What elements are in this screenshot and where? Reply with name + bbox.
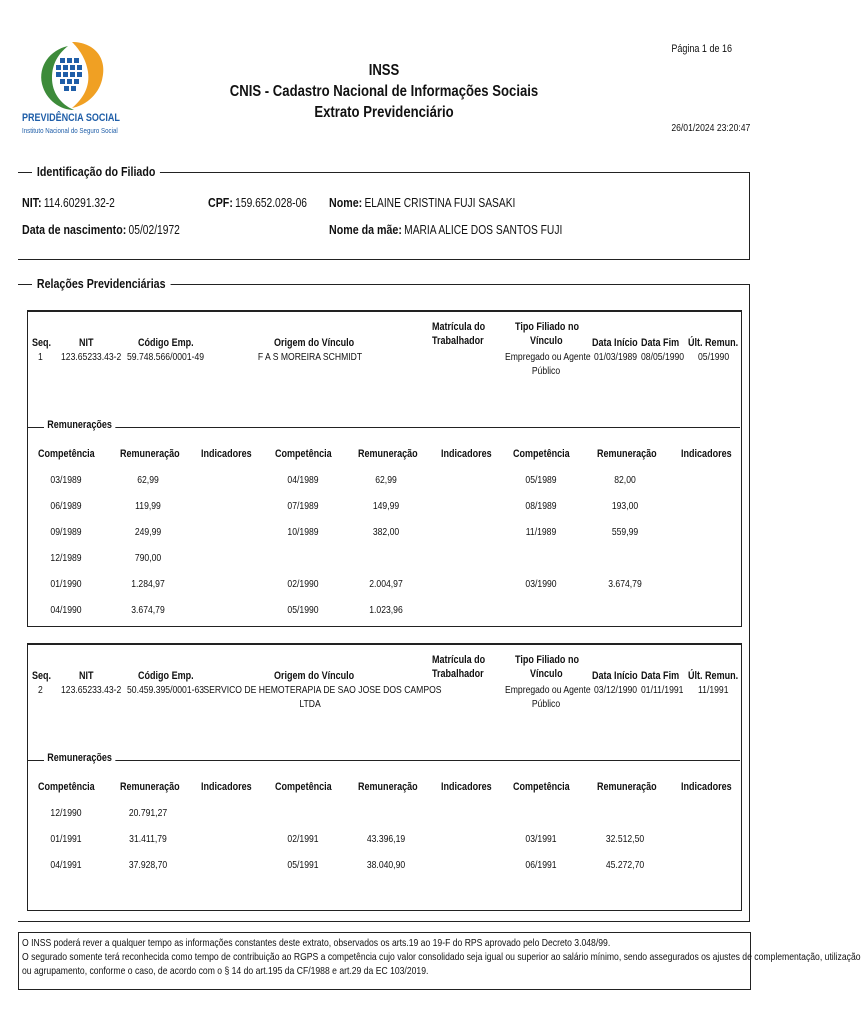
rem-divider bbox=[28, 427, 740, 428]
rem-valor: 1.023,96 bbox=[369, 604, 403, 616]
rem-header-competencia: Competência bbox=[275, 448, 332, 460]
filiado-legend: Identificação do Filiado bbox=[32, 164, 160, 179]
header-origem: Origem do Vínculo bbox=[274, 337, 355, 349]
vinculo-nit: 123.65233.43-2 bbox=[61, 684, 122, 696]
cpf-label: CPF: bbox=[208, 195, 233, 210]
vinculo-seq: 2 bbox=[38, 684, 43, 696]
rem-valor: 119,99 bbox=[135, 500, 161, 512]
vinculo-origem: SERVICO DE HEMOTERAPIA DE SAO JOSE DOS CAMPOS bbox=[203, 684, 442, 696]
document-title bbox=[0, 60, 768, 123]
footer-line-1: O INSS poderá rever a qualquer tempo as informações constantes deste extrato, observados os arts.19 ao 19-F do RPS aprovado pelo Decreto 3.048/99. bbox=[22, 937, 611, 949]
rem-header-indicadores: Indicadores bbox=[681, 781, 732, 793]
rem-valor: 1.284,97 bbox=[131, 578, 165, 590]
rem-valor: 43.396,19 bbox=[366, 833, 406, 845]
rem-competencia: 04/1991 bbox=[50, 859, 82, 871]
vinculo-origem-2: LTDA bbox=[299, 698, 321, 710]
title-cnis: CNIS - Cadastro Nacional de Informações Sociais bbox=[229, 83, 539, 100]
rem-header-indicadores: Indicadores bbox=[201, 781, 252, 793]
rem-competencia: 04/1990 bbox=[50, 604, 82, 616]
header-matricula: Matrícula do bbox=[432, 321, 486, 333]
rem-competencia: 06/1989 bbox=[50, 500, 82, 512]
rem-competencia: 11/1989 bbox=[525, 526, 557, 538]
nascimento-value: 05/02/1972 bbox=[128, 223, 180, 237]
header-data-inicio: Data Início bbox=[592, 670, 638, 682]
footer-line-2: O segurado somente terá reconhecida como tempo de contribuição ao RGPS a competência cujo valor consolidado seja igual ou superior ao salário mínimo, sendo assegurados os ajustes de complementação, utilização bbox=[22, 951, 861, 963]
header-tipo: Tipo Filiado no bbox=[515, 321, 579, 333]
vinculo-ult: 11/1991 bbox=[698, 684, 729, 696]
header-data-fim: Data Fim bbox=[641, 337, 680, 349]
vinculo-seq: 1 bbox=[38, 351, 43, 363]
rem-legend: Remunerações bbox=[44, 419, 115, 431]
rem-valor: 193,00 bbox=[611, 500, 639, 512]
header-data-inicio: Data Início bbox=[592, 337, 638, 349]
rem-header-indicadores: Indicadores bbox=[441, 448, 492, 460]
vinculo-tipo-2: Público bbox=[531, 698, 561, 710]
rem-valor: 790,00 bbox=[134, 552, 162, 564]
vinculo-origem: F A S MOREIRA SCHMIDT bbox=[257, 351, 363, 363]
header-ult-remun: Últ. Remun. bbox=[688, 670, 739, 682]
rem-competencia: 04/1989 bbox=[287, 474, 319, 486]
vinculo-fim: 01/11/1991 bbox=[641, 684, 684, 696]
title-inss: INSS bbox=[368, 62, 400, 79]
rem-header-remuneracao: Remuneração bbox=[597, 448, 657, 460]
mae-value: MARIA ALICE DOS SANTOS FUJI bbox=[404, 223, 563, 237]
rem-header-indicadores: Indicadores bbox=[681, 448, 732, 460]
rem-competencia: 06/1991 bbox=[525, 859, 557, 871]
rem-valor: 38.040,90 bbox=[366, 859, 406, 871]
rem-valor: 31.411,79 bbox=[129, 833, 167, 845]
nit-row bbox=[22, 195, 115, 210]
nascimento-row bbox=[22, 222, 180, 237]
header-matricula-2: Trabalhador bbox=[432, 335, 484, 347]
mae-label: Nome da mãe: bbox=[329, 222, 402, 237]
logo-text: PREVIDÊNCIA SOCIAL bbox=[22, 112, 120, 124]
rem-header-competencia: Competência bbox=[275, 781, 332, 793]
nome-row bbox=[329, 195, 515, 210]
cpf-value: 159.652.028-06 bbox=[235, 196, 307, 210]
header-seq: Seq. bbox=[32, 337, 52, 349]
rem-header-competencia: Competência bbox=[513, 781, 570, 793]
rem-valor: 249,99 bbox=[134, 526, 162, 538]
rem-header-remuneracao: Remuneração bbox=[120, 781, 180, 793]
nit-label: NIT: bbox=[22, 195, 42, 210]
vinculo-tipo: Empregado ou Agente bbox=[505, 684, 591, 696]
rem-valor: 559,99 bbox=[611, 526, 639, 538]
rem-competencia: 03/1989 bbox=[50, 474, 82, 486]
logo-subtext: Instituto Nacional do Seguro Social bbox=[22, 126, 118, 135]
vinculo-codigo: 50.459.395/0001-63 bbox=[127, 684, 205, 696]
rem-valor: 37.928,70 bbox=[128, 859, 168, 871]
vinculo-tipo: Empregado ou Agente bbox=[505, 351, 591, 363]
rem-competencia: 03/1990 bbox=[525, 578, 557, 590]
rem-divider bbox=[28, 760, 740, 761]
rem-competencia: 05/1991 bbox=[287, 859, 319, 871]
rem-valor: 82,00 bbox=[614, 474, 636, 486]
rem-competencia: 12/1989 bbox=[50, 552, 82, 564]
rem-header-competencia: Competência bbox=[513, 448, 570, 460]
vinculo-codigo: 59.748.566/0001-49 bbox=[127, 351, 205, 363]
generation-date: 26/01/2024 23:20:47 bbox=[670, 122, 750, 134]
rem-header-remuneracao: Remuneração bbox=[120, 448, 180, 460]
rem-header-competencia: Competência bbox=[38, 448, 95, 460]
rem-competencia: 05/1990 bbox=[287, 604, 319, 616]
rem-valor: 62,99 bbox=[375, 474, 397, 486]
rem-header-competencia: Competência bbox=[38, 781, 95, 793]
header-data-fim: Data Fim bbox=[641, 670, 680, 682]
header-nit: NIT bbox=[79, 337, 94, 349]
rem-valor: 3.674,79 bbox=[608, 578, 642, 590]
rem-competencia: 01/1991 bbox=[50, 833, 82, 845]
nome-label: Nome: bbox=[329, 195, 363, 210]
rem-competencia: 03/1991 bbox=[525, 833, 557, 845]
footer-line-3: ou agrupamento, conforme o caso, de acordo com o § 14 do art.195 da CF/1988 e art.29 da EC 103/2019. bbox=[22, 965, 429, 977]
header-matricula: Matrícula do bbox=[432, 654, 486, 666]
rem-competencia: 02/1990 bbox=[287, 578, 319, 590]
header-tipo-2: Vínculo bbox=[530, 668, 563, 680]
rem-competencia: 01/1990 bbox=[50, 578, 82, 590]
page-number: Página 1 de 16 bbox=[671, 43, 732, 55]
rem-valor: 2.004,97 bbox=[369, 578, 403, 590]
title-extrato: Extrato Previdenciário bbox=[314, 104, 454, 121]
nascimento-label: Data de nascimento: bbox=[22, 222, 127, 237]
header-codigo: Código Emp. bbox=[138, 337, 194, 349]
cpf-row bbox=[208, 195, 307, 210]
rem-valor: 3.674,79 bbox=[131, 604, 165, 616]
rem-header-remuneracao: Remuneração bbox=[358, 448, 418, 460]
rem-legend: Remunerações bbox=[44, 752, 115, 764]
vinculo-inicio: 03/12/1990 bbox=[594, 684, 638, 696]
header-matricula-2: Trabalhador bbox=[432, 668, 484, 680]
footer-notes bbox=[22, 936, 861, 978]
rem-valor: 20.791,27 bbox=[128, 807, 168, 819]
rem-competencia: 09/1989 bbox=[50, 526, 82, 538]
rem-valor: 382,00 bbox=[372, 526, 400, 538]
rem-competencia: 07/1989 bbox=[287, 500, 319, 512]
vinculo-tipo-2: Público bbox=[531, 365, 561, 377]
rem-header-remuneracao: Remuneração bbox=[358, 781, 418, 793]
mae-row bbox=[329, 222, 562, 237]
relacoes-legend: Relações Previdenciárias bbox=[32, 276, 170, 291]
nome-value: ELAINE CRISTINA FUJI SASAKI bbox=[364, 196, 516, 210]
header-origem: Origem do Vínculo bbox=[274, 670, 355, 682]
rem-competencia: 05/1989 bbox=[525, 474, 557, 486]
vinculo-fim: 08/05/1990 bbox=[641, 351, 685, 363]
rem-header-remuneracao: Remuneração bbox=[597, 781, 657, 793]
filiado-box bbox=[18, 172, 750, 260]
header-nit: NIT bbox=[79, 670, 94, 682]
header-tipo-2: Vínculo bbox=[530, 335, 563, 347]
vinculo-ult: 05/1990 bbox=[698, 351, 730, 363]
header-seq: Seq. bbox=[32, 670, 52, 682]
rem-valor: 45.272,70 bbox=[605, 859, 645, 871]
vinculo-nit: 123.65233.43-2 bbox=[61, 351, 122, 363]
rem-competencia: 12/1990 bbox=[50, 807, 82, 819]
header-tipo: Tipo Filiado no bbox=[515, 654, 579, 666]
rem-competencia: 02/1991 bbox=[287, 833, 319, 845]
rem-competencia: 08/1989 bbox=[525, 500, 557, 512]
rem-valor: 62,99 bbox=[137, 474, 159, 486]
rem-header-indicadores: Indicadores bbox=[441, 781, 492, 793]
header-ult-remun: Últ. Remun. bbox=[688, 337, 739, 349]
nit-value: 114.60291.32-2 bbox=[43, 196, 115, 210]
rem-valor: 149,99 bbox=[372, 500, 400, 512]
rem-competencia: 10/1989 bbox=[287, 526, 319, 538]
rem-header-indicadores: Indicadores bbox=[201, 448, 252, 460]
header-codigo: Código Emp. bbox=[138, 670, 194, 682]
rem-valor: 32.512,50 bbox=[605, 833, 645, 845]
vinculo-inicio: 01/03/1989 bbox=[594, 351, 638, 363]
